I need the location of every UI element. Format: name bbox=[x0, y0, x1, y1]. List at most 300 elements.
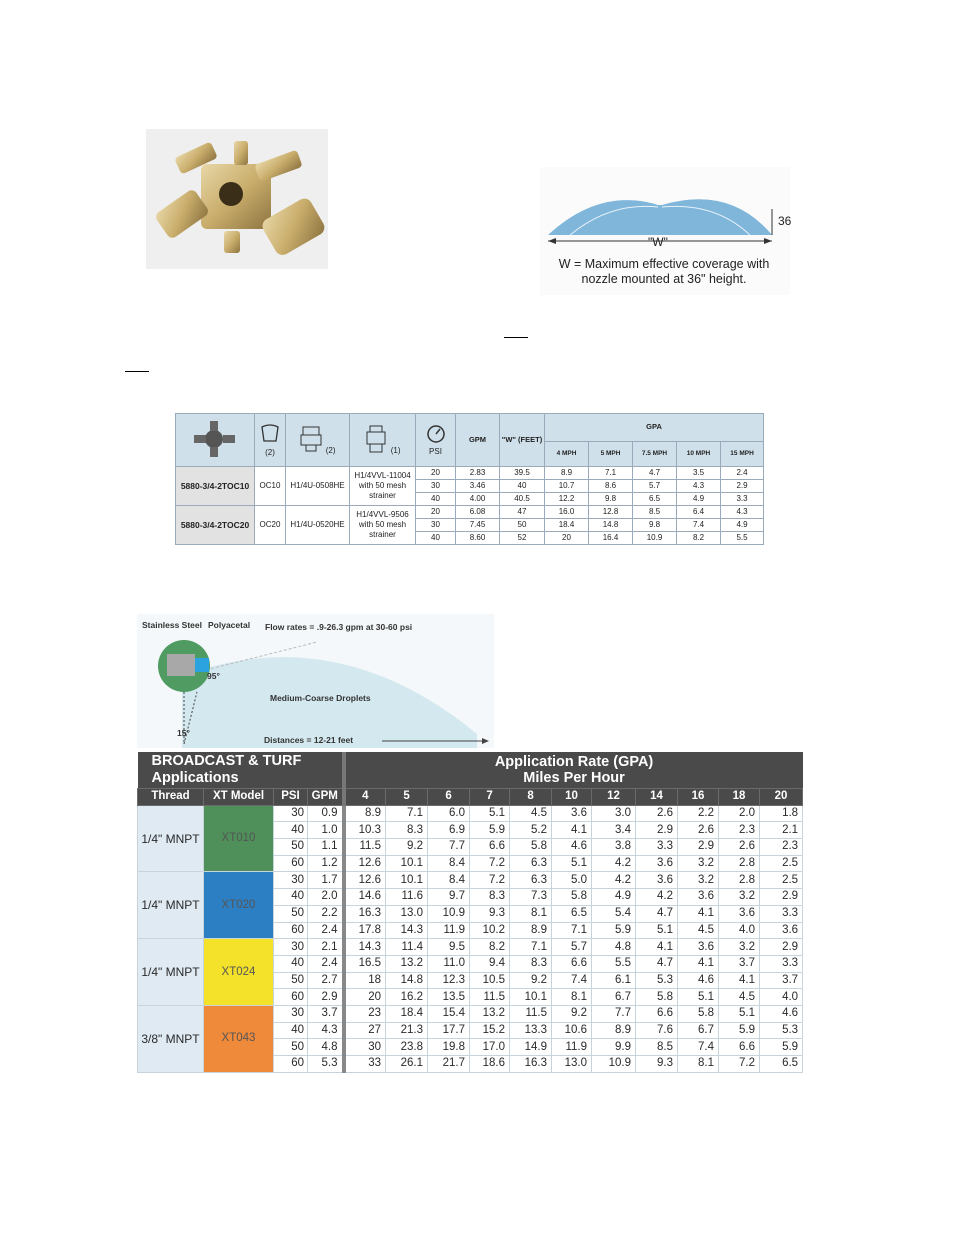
gpa-cell: 5.8 bbox=[636, 989, 678, 1006]
model-header: XT Model bbox=[204, 789, 274, 806]
gpa-cell: 11.0 bbox=[428, 955, 470, 972]
table-row bbox=[138, 1005, 803, 1022]
psi-cell: 60 bbox=[274, 1056, 308, 1073]
gpa-cell: 6.5 bbox=[633, 493, 677, 506]
strainer-cell: H1/4VVL-9506 with 50 mesh strainer bbox=[350, 506, 416, 545]
gpa-cell: 4.1 bbox=[678, 955, 719, 972]
speed-header: 14 bbox=[636, 789, 678, 806]
gpa-cell: 9.9 bbox=[592, 1039, 636, 1056]
xt-application-table bbox=[137, 752, 802, 1070]
gpa-cell: 8.9 bbox=[545, 467, 589, 480]
gpa-cell: 10.5 bbox=[470, 972, 510, 989]
gpa-cell: 2.3 bbox=[719, 822, 760, 839]
gpa-cell: 8.9 bbox=[592, 1022, 636, 1039]
gpa-cell: 4.2 bbox=[592, 872, 636, 889]
nozzle-body-photo bbox=[146, 129, 328, 269]
gpa-cell: 2.5 bbox=[760, 855, 803, 872]
tip-cell: OC20 bbox=[255, 506, 286, 545]
gpa-cell: 6.4 bbox=[677, 506, 721, 519]
gpa-cell: 5.5 bbox=[592, 955, 636, 972]
gpm-cell: 2.9 bbox=[308, 989, 344, 1006]
gpa-cell: 4.1 bbox=[636, 939, 678, 956]
psi-cell: 40 bbox=[274, 955, 308, 972]
gpa-cell: 15.2 bbox=[470, 1022, 510, 1039]
gpa-cell: 2.9 bbox=[678, 839, 719, 856]
model-cell: XT024 bbox=[204, 939, 274, 1006]
gpa-cell: 12.2 bbox=[545, 493, 589, 506]
speed-header: 10 bbox=[552, 789, 592, 806]
psi-cell: 40 bbox=[416, 532, 456, 545]
gpa-cell: 17.7 bbox=[428, 1022, 470, 1039]
speed-header: 10 MPH bbox=[677, 441, 721, 466]
gpa-cell: 10.2 bbox=[470, 922, 510, 939]
speed-header: 4 bbox=[344, 789, 386, 806]
gpa-cell: 5.1 bbox=[636, 922, 678, 939]
gpa-cell: 18 bbox=[344, 972, 386, 989]
w-cell: 52 bbox=[500, 532, 545, 545]
psi-cell: 50 bbox=[274, 905, 308, 922]
gpa-cell: 4.0 bbox=[760, 989, 803, 1006]
gpa-cell: 14.9 bbox=[510, 1039, 552, 1056]
gpa-cell: 4.1 bbox=[719, 972, 760, 989]
gpa-cell: 10.1 bbox=[510, 989, 552, 1006]
gpm-cell: 6.08 bbox=[456, 506, 500, 519]
gpa-cell: 3.3 bbox=[721, 493, 764, 506]
w-cell: 40.5 bbox=[500, 493, 545, 506]
gpa-cell: 5.9 bbox=[719, 1022, 760, 1039]
caption-line-2: nozzle mounted at 36" height. bbox=[581, 272, 747, 286]
gpa-cell: 11.5 bbox=[510, 1005, 552, 1022]
gpa-cell: 13.2 bbox=[386, 955, 428, 972]
gpa-cell: 3.7 bbox=[760, 972, 803, 989]
gpa-cell: 3.2 bbox=[678, 855, 719, 872]
gpm-cell: 1.7 bbox=[308, 872, 344, 889]
thread-cell: 1/4" MNPT bbox=[138, 939, 204, 1006]
gpm-cell: 8.60 bbox=[456, 532, 500, 545]
psi-cell: 40 bbox=[274, 1022, 308, 1039]
gpa-cell: 13.0 bbox=[552, 1056, 592, 1073]
gpa-cell: 4.1 bbox=[678, 905, 719, 922]
gpa-cell: 4.9 bbox=[677, 493, 721, 506]
gpa-cell: 7.3 bbox=[510, 889, 552, 906]
gpa-cell: 21.7 bbox=[428, 1056, 470, 1073]
gpa-cell: 2.3 bbox=[760, 839, 803, 856]
gpa-cell: 14.3 bbox=[344, 939, 386, 956]
header-psi-cell bbox=[416, 414, 456, 467]
gpa-cell: 16.3 bbox=[344, 905, 386, 922]
gpm-cell: 4.00 bbox=[456, 493, 500, 506]
gpa-cell: 2.2 bbox=[678, 805, 719, 822]
gpa-cell: 16.4 bbox=[589, 532, 633, 545]
header-body-cell bbox=[286, 414, 350, 467]
gpa-cell: 4.6 bbox=[552, 839, 592, 856]
gpa-cell: 7.6 bbox=[636, 1022, 678, 1039]
gpa-cell: 10.1 bbox=[386, 855, 428, 872]
thread-cell: 3/8" MNPT bbox=[138, 1005, 204, 1072]
gpa-header: GPA bbox=[545, 414, 764, 442]
w-cell: 47 bbox=[500, 506, 545, 519]
gpa-cell: 8.2 bbox=[470, 939, 510, 956]
gpm-cell: 2.0 bbox=[308, 889, 344, 906]
gpa-cell: 7.1 bbox=[552, 922, 592, 939]
gpa-cell: 5.8 bbox=[678, 1005, 719, 1022]
speed-header: 18 bbox=[719, 789, 760, 806]
gpa-cell: 2.6 bbox=[719, 839, 760, 856]
gpa-cell: 8.1 bbox=[510, 905, 552, 922]
gpa-cell: 3.3 bbox=[760, 905, 803, 922]
body-cell: H1/4U-0520HE bbox=[286, 506, 350, 545]
gpa-cell: 9.8 bbox=[633, 519, 677, 532]
gpa-cell: 4.5 bbox=[719, 989, 760, 1006]
psi-cell: 50 bbox=[274, 972, 308, 989]
gpa-cell: 4.7 bbox=[633, 467, 677, 480]
gpa-cell: 5.4 bbox=[592, 905, 636, 922]
gpa-cell: 8.6 bbox=[589, 480, 633, 493]
gpm-cell: 2.4 bbox=[308, 955, 344, 972]
gpa-cell: 8.1 bbox=[552, 989, 592, 1006]
gpa-cell: 7.1 bbox=[386, 805, 428, 822]
gpa-cell: 2.6 bbox=[678, 822, 719, 839]
speed-header: 8 bbox=[510, 789, 552, 806]
gpa-cell: 23 bbox=[344, 1005, 386, 1022]
psi-cell: 30 bbox=[274, 939, 308, 956]
psi-cell: 30 bbox=[416, 519, 456, 532]
gpa-cell: 2.0 bbox=[719, 805, 760, 822]
gpa-cell: 18.4 bbox=[386, 1005, 428, 1022]
psi-cell: 30 bbox=[274, 1005, 308, 1022]
gpa-cell: 6.6 bbox=[552, 955, 592, 972]
gpa-cell: 7.2 bbox=[470, 855, 510, 872]
gpa-cell: 9.2 bbox=[552, 1005, 592, 1022]
gpa-cell: 6.7 bbox=[678, 1022, 719, 1039]
droplets-label: Medium-Coarse Droplets bbox=[270, 693, 371, 703]
psi-cell: 30 bbox=[416, 480, 456, 493]
gpa-cell: 5.8 bbox=[552, 889, 592, 906]
gpa-cell: 12.8 bbox=[589, 506, 633, 519]
brass-nozzle-image bbox=[146, 129, 328, 269]
gpa-cell: 11.6 bbox=[386, 889, 428, 906]
gpa-cell: 7.7 bbox=[592, 1005, 636, 1022]
gpa-cell: 4.6 bbox=[678, 972, 719, 989]
table-row bbox=[138, 872, 803, 889]
psi-cell: 30 bbox=[274, 872, 308, 889]
rate-header bbox=[344, 752, 803, 789]
gpa-cell: 5.1 bbox=[470, 805, 510, 822]
gpa-cell: 8.3 bbox=[510, 955, 552, 972]
model-cell: XT020 bbox=[204, 872, 274, 939]
gpa-cell: 33 bbox=[344, 1056, 386, 1073]
gpa-cell: 10.1 bbox=[386, 872, 428, 889]
tip-cell: OC10 bbox=[255, 467, 286, 506]
gpa-cell: 5.1 bbox=[719, 1005, 760, 1022]
gpa-cell: 12.6 bbox=[344, 872, 386, 889]
gpa-cell: 4.9 bbox=[721, 519, 764, 532]
gpm-cell: 0.9 bbox=[308, 805, 344, 822]
angle-95-label: 95° bbox=[207, 671, 220, 681]
gpm-cell: 3.7 bbox=[308, 1005, 344, 1022]
distances-label: Distances = 12-21 feet bbox=[264, 735, 354, 745]
gpa-cell: 2.8 bbox=[719, 855, 760, 872]
gpa-cell: 6.5 bbox=[552, 905, 592, 922]
gpa-cell: 3.3 bbox=[760, 955, 803, 972]
rate-line-1: Application Rate (GPA) bbox=[494, 754, 654, 770]
gpa-cell: 7.4 bbox=[678, 1039, 719, 1056]
table-title bbox=[138, 752, 344, 789]
speed-header: 20 bbox=[760, 789, 803, 806]
gpa-cell: 5.3 bbox=[636, 972, 678, 989]
speed-header: 15 MPH bbox=[721, 441, 764, 466]
width-label: "W" bbox=[648, 235, 668, 249]
gpa-cell: 9.7 bbox=[428, 889, 470, 906]
gpa-cell: 6.6 bbox=[470, 839, 510, 856]
gpa-cell: 4.5 bbox=[510, 805, 552, 822]
gpm-cell: 2.83 bbox=[456, 467, 500, 480]
gpm-cell: 2.7 bbox=[308, 972, 344, 989]
title-line-1: BROADCAST & TURF bbox=[151, 753, 302, 769]
height-label: 36 bbox=[778, 214, 792, 228]
gpa-cell: 6.3 bbox=[510, 855, 552, 872]
gpa-cell: 5.7 bbox=[633, 480, 677, 493]
title-line-2: Applications bbox=[151, 770, 239, 786]
gpa-cell: 6.6 bbox=[636, 1005, 678, 1022]
gpm-cell: 2.1 bbox=[308, 939, 344, 956]
gpm-cell: 4.8 bbox=[308, 1039, 344, 1056]
gpa-cell: 11.5 bbox=[470, 989, 510, 1006]
body-fitting-icon bbox=[299, 425, 323, 453]
underline-mark bbox=[125, 371, 149, 372]
rate-line-2: Miles Per Hour bbox=[523, 770, 625, 786]
gpm-cell: 2.4 bbox=[308, 922, 344, 939]
gpa-cell: 4.3 bbox=[721, 506, 764, 519]
flow-rates-label: Flow rates = .9-26.3 gpm at 30-60 psi bbox=[265, 622, 413, 632]
psi-cell: 60 bbox=[274, 922, 308, 939]
gpm-header: GPM bbox=[456, 414, 500, 467]
underline-mark bbox=[504, 337, 528, 338]
gpa-cell: 16.2 bbox=[386, 989, 428, 1006]
table-row bbox=[138, 939, 803, 956]
gpa-cell: 13.5 bbox=[428, 989, 470, 1006]
gpa-cell: 2.8 bbox=[719, 872, 760, 889]
gpa-cell: 8.5 bbox=[633, 506, 677, 519]
table-row bbox=[138, 805, 803, 822]
strainer-cell: H1/4VVL-11004 with 50 mesh strainer bbox=[350, 467, 416, 506]
gpa-cell: 17.8 bbox=[344, 922, 386, 939]
gpa-cell: 5.1 bbox=[678, 989, 719, 1006]
gpa-cell: 14.8 bbox=[386, 972, 428, 989]
gpa-cell: 2.9 bbox=[721, 480, 764, 493]
gpa-cell: 8.9 bbox=[510, 922, 552, 939]
gpa-cell: 20 bbox=[344, 989, 386, 1006]
gpa-cell: 8.3 bbox=[470, 889, 510, 906]
model-cell: 5880-3/4-2TOC20 bbox=[176, 506, 255, 545]
strainer-fitting-icon bbox=[364, 425, 388, 453]
stainless-label: Stainless Steel bbox=[142, 620, 203, 630]
oc-nozzle-table bbox=[175, 413, 763, 547]
gpa-cell: 8.3 bbox=[386, 822, 428, 839]
gpa-cell: 13.0 bbox=[386, 905, 428, 922]
gpm-cell: 2.2 bbox=[308, 905, 344, 922]
gpa-cell: 3.6 bbox=[760, 922, 803, 939]
gpm-cell: 1.2 bbox=[308, 855, 344, 872]
gpa-cell: 7.2 bbox=[719, 1056, 760, 1073]
speed-header: 5 bbox=[386, 789, 428, 806]
gpa-cell: 4.7 bbox=[636, 955, 678, 972]
speed-header: 7 bbox=[470, 789, 510, 806]
gpa-cell: 3.7 bbox=[719, 955, 760, 972]
gpa-cell: 11.9 bbox=[428, 922, 470, 939]
gpa-cell: 2.9 bbox=[760, 889, 803, 906]
gpa-cell: 21.3 bbox=[386, 1022, 428, 1039]
gpa-cell: 9.8 bbox=[589, 493, 633, 506]
gpa-cell: 9.3 bbox=[636, 1056, 678, 1073]
gpa-cell: 6.1 bbox=[592, 972, 636, 989]
gpa-cell: 8.4 bbox=[428, 855, 470, 872]
pressure-gauge-icon bbox=[426, 424, 446, 444]
gpa-cell: 4.9 bbox=[592, 889, 636, 906]
gpa-cell: 14.6 bbox=[344, 889, 386, 906]
gpa-cell: 9.3 bbox=[470, 905, 510, 922]
coverage-diagram bbox=[540, 167, 790, 295]
gpa-cell: 8.1 bbox=[678, 1056, 719, 1073]
gpa-cell: 30 bbox=[344, 1039, 386, 1056]
gpa-cell: 2.9 bbox=[636, 822, 678, 839]
gpa-cell: 16.3 bbox=[510, 1056, 552, 1073]
caption-line-1: W = Maximum effective coverage with bbox=[558, 257, 770, 271]
gpa-cell: 23.8 bbox=[386, 1039, 428, 1056]
gpa-cell: 1.8 bbox=[760, 805, 803, 822]
gpa-cell: 9.5 bbox=[428, 939, 470, 956]
gpa-cell: 9.4 bbox=[470, 955, 510, 972]
header-strainer-cell bbox=[350, 414, 416, 467]
speed-header: 12 bbox=[592, 789, 636, 806]
gpa-cell: 2.5 bbox=[760, 872, 803, 889]
gpa-cell: 6.5 bbox=[760, 1056, 803, 1073]
gpa-cell: 14.8 bbox=[589, 519, 633, 532]
coverage-caption bbox=[544, 257, 784, 287]
psi-cell: 20 bbox=[416, 506, 456, 519]
gpa-cell: 10.9 bbox=[592, 1056, 636, 1073]
gpa-cell: 9.2 bbox=[386, 839, 428, 856]
psi-header: PSI bbox=[274, 789, 308, 806]
model-cell: XT043 bbox=[204, 1005, 274, 1072]
psi-cell: 50 bbox=[274, 1039, 308, 1056]
gpa-cell: 6.9 bbox=[428, 822, 470, 839]
gpa-cell: 2.4 bbox=[721, 467, 764, 480]
speed-header: 16 bbox=[678, 789, 719, 806]
gpa-cell: 4.2 bbox=[592, 855, 636, 872]
gpa-cell: 6.0 bbox=[428, 805, 470, 822]
table-row bbox=[176, 506, 764, 519]
body-qty: (2) bbox=[325, 445, 336, 455]
gpa-cell: 5.7 bbox=[552, 939, 592, 956]
gpa-cell: 3.2 bbox=[678, 872, 719, 889]
gpa-cell: 3.0 bbox=[592, 805, 636, 822]
gpa-cell: 19.8 bbox=[428, 1039, 470, 1056]
gpa-cell: 3.5 bbox=[677, 467, 721, 480]
header-assembly-icon-cell bbox=[176, 414, 255, 467]
gpa-cell: 4.7 bbox=[636, 905, 678, 922]
gpa-cell: 3.6 bbox=[636, 872, 678, 889]
thread-header: Thread bbox=[138, 789, 204, 806]
gpa-cell: 10.6 bbox=[552, 1022, 592, 1039]
spray-arc-graphic bbox=[137, 614, 494, 748]
gpa-cell: 20 bbox=[545, 532, 589, 545]
psi-header: PSI bbox=[429, 446, 442, 456]
gpa-cell: 18.6 bbox=[470, 1056, 510, 1073]
gpa-cell: 5.9 bbox=[592, 922, 636, 939]
gpa-cell: 12.6 bbox=[344, 855, 386, 872]
tip-qty: (2) bbox=[265, 447, 275, 457]
gpa-cell: 3.4 bbox=[592, 822, 636, 839]
w-cell: 39.5 bbox=[500, 467, 545, 480]
tip-cap-icon bbox=[259, 423, 281, 445]
gpm-cell: 5.3 bbox=[308, 1056, 344, 1073]
gpa-cell: 5.9 bbox=[470, 822, 510, 839]
gpa-cell: 5.3 bbox=[760, 1022, 803, 1039]
polyacetal-label: Polyacetal bbox=[208, 620, 251, 630]
gpa-cell: 16.5 bbox=[344, 955, 386, 972]
gpa-cell: 11.9 bbox=[552, 1039, 592, 1056]
gpa-cell: 4.5 bbox=[678, 922, 719, 939]
gpa-cell: 8.9 bbox=[344, 805, 386, 822]
psi-cell: 60 bbox=[274, 855, 308, 872]
gpa-cell: 10.3 bbox=[344, 822, 386, 839]
gpa-cell: 3.6 bbox=[678, 939, 719, 956]
gpa-cell: 2.9 bbox=[760, 939, 803, 956]
gpa-cell: 18.4 bbox=[545, 519, 589, 532]
gpa-cell: 10.9 bbox=[428, 905, 470, 922]
w-cell: 40 bbox=[500, 480, 545, 493]
gpa-cell: 3.8 bbox=[592, 839, 636, 856]
gpa-cell: 7.7 bbox=[428, 839, 470, 856]
gpa-cell: 12.3 bbox=[428, 972, 470, 989]
gpa-cell: 5.2 bbox=[510, 822, 552, 839]
psi-cell: 30 bbox=[274, 805, 308, 822]
gpa-cell: 6.3 bbox=[510, 872, 552, 889]
gpa-cell: 14.3 bbox=[386, 922, 428, 939]
gpm-cell: 1.0 bbox=[308, 822, 344, 839]
gpa-cell: 5.8 bbox=[510, 839, 552, 856]
gpa-cell: 7.4 bbox=[552, 972, 592, 989]
w-feet-header: "W" (FEET) bbox=[500, 414, 545, 467]
gpa-cell: 7.1 bbox=[510, 939, 552, 956]
gpa-cell: 15.4 bbox=[428, 1005, 470, 1022]
gpa-cell: 5.1 bbox=[552, 855, 592, 872]
gpa-cell: 3.6 bbox=[719, 905, 760, 922]
gpa-cell: 13.3 bbox=[510, 1022, 552, 1039]
gpa-cell: 5.5 bbox=[721, 532, 764, 545]
gpm-cell: 1.1 bbox=[308, 839, 344, 856]
header-tip-cell bbox=[255, 414, 286, 467]
table-row bbox=[176, 467, 764, 480]
speed-header: 4 MPH bbox=[545, 441, 589, 466]
gpa-cell: 11.4 bbox=[386, 939, 428, 956]
psi-cell: 40 bbox=[416, 493, 456, 506]
gpa-cell: 16.0 bbox=[545, 506, 589, 519]
gpa-cell: 2.1 bbox=[760, 822, 803, 839]
gpa-cell: 9.2 bbox=[510, 972, 552, 989]
gpa-cell: 3.6 bbox=[552, 805, 592, 822]
gpa-cell: 27 bbox=[344, 1022, 386, 1039]
gpa-cell: 4.3 bbox=[677, 480, 721, 493]
psi-cell: 20 bbox=[416, 467, 456, 480]
speed-header: 7.5 MPH bbox=[633, 441, 677, 466]
gpa-cell: 3.2 bbox=[719, 939, 760, 956]
gpa-cell: 26.1 bbox=[386, 1056, 428, 1073]
gpa-cell: 4.2 bbox=[636, 889, 678, 906]
psi-cell: 60 bbox=[274, 989, 308, 1006]
gpa-cell: 3.2 bbox=[719, 889, 760, 906]
